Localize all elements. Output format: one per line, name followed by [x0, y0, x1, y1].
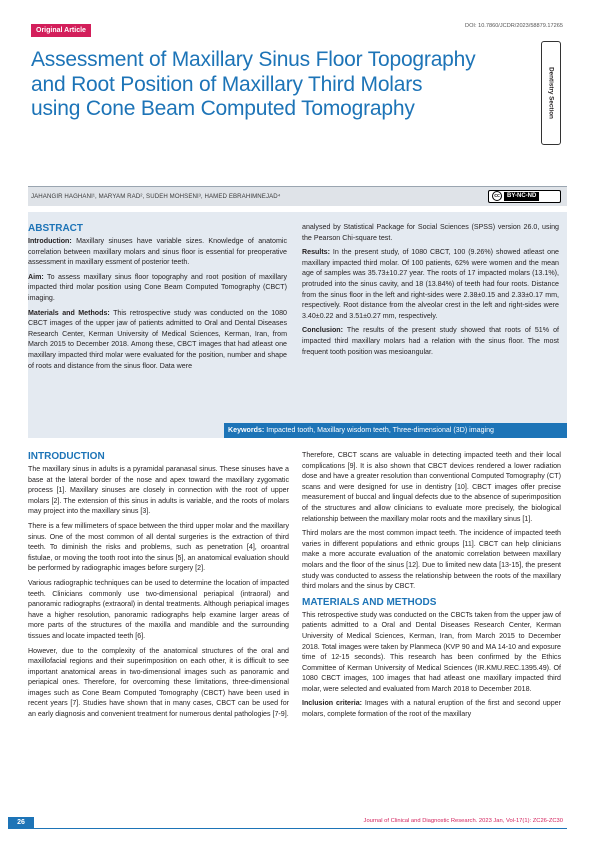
article-type-badge: Original Article — [31, 24, 91, 37]
abstract-methods — [28, 308, 287, 372]
conclusion-text: The results of the present study showed that roots of 51% of impacted third maxillary molars had a relation with the sinus floor. The most frequent tooth position was mesioangular. — [302, 326, 559, 356]
paragraph: However, due to the complexity of the anatomical structures of the oral and maxillofacial regions and their superimposition on each other, it is difficult to see important anatomical areas in two-dimensional images such as panoramic and periapical ones. Therefore, for overcoming these limitations, three-dimensional images such as Cone Beam Computed Tomography (CBCT) have been used in recent years [7]. Studies have shown that in many cases, CBCT can be used for an early diagnosis and convenient treatment for numerous dental pathologies [7-9]. — [28, 646, 289, 719]
intro-label: Introduction: — [28, 237, 72, 245]
abstract-right-column — [302, 222, 559, 361]
cc-icon: cc — [492, 191, 502, 201]
intro-text: Maxillary sinuses have variable sizes. Knowledge of anatomic correlation between maxillary molars and sinus floor is essential for preoperative assessment in maxillary essment of posterior teeth. — [28, 237, 287, 267]
methods-heading: MATERIALS AND METHODS — [302, 596, 437, 608]
methods-label: Materials and Methods: — [28, 308, 110, 317]
page-number: 26 — [8, 817, 34, 829]
abstract-left-column — [28, 222, 287, 375]
abstract-conclusion — [302, 325, 559, 357]
results-label: Results: — [302, 248, 330, 257]
license-text: BY-NC-ND — [504, 192, 539, 201]
keywords-text: Impacted tooth, Maxillary wisdom teeth, Three-dimensional (3D) imaging — [264, 426, 494, 434]
abstract-heading: ABSTRACT — [28, 223, 83, 234]
article-title: Assessment of Maxillary Sinus Floor Topography and Root Position of Maxillary Third Molars using Cone Beam Computed Tomography — [31, 48, 476, 120]
inclusion-text: Images with a natural eruption of the first and second upper molars, complete formation of the root of the maxillary — [302, 699, 561, 719]
introduction-heading: INTRODUCTION — [28, 451, 105, 462]
paragraph: Third molars are the most common impact teeth. The incidence of impacted teeth varies in different populations and ethnic groups [11]. CBCT can help clinicians make a more accurate evaluation of the anatomic correlation between maxillary molars and the floor of the sinus [12]. Due to limited new data [13-15], the present study was conducted to assess the relationship between the roots of the maxillary third molars and the sinus by CBCT. — [302, 529, 561, 591]
paragraph: There is a few millimeters of space between the third upper molar and the maxillary sinus. One of the most common of all dental surgeries is the extraction of third teeth. To diminish the risks and problems, such as penetration [4], oroantral fistulae, or moving the tooth root into the sinus [5], an anatomical evaluation should be performed by radiographic images before surgery [2]. — [28, 521, 290, 573]
license-badge[interactable] — [488, 190, 561, 203]
paragraph: Various radiographic techniques can be used to determine the location of impacted teeth. Clinicians commonly use two-dimensional periapical (intraoral) and panoramic radiographs (extraoral) in dental treatments. Although periapical images have a higher resolution, panoramic radiographs help examine larger areas of more parts of the structures of the maxilla and mandible and the surrounding tissues and locate impacted teeth [6]. — [28, 578, 289, 640]
abstract-aim — [28, 272, 287, 304]
body-left-column — [28, 450, 289, 724]
footer-rule — [34, 828, 567, 829]
abstract-introduction — [28, 236, 287, 268]
abstract-methods-continued: analysed by Statistical Package for Social Sciences (SPSS) version 26.0, using the Pearson Chi-square test. — [302, 223, 559, 242]
keywords-label: Keywords: — [228, 426, 265, 434]
methods-text: This retrospective study was conducted on the 1080 CBCT images of the upper jaw of patients admitted to Oral and Dental Diseases Research Center, Kerman University of Medical Sciences, Kerman, Iran, from March 2015 to December 2018. Among these, CBCT images that had atleast one maxillary impacted third molar were evaluated for the position, number and shape of roots and distance from the sinus floor. Data were — [28, 308, 287, 370]
results-text: In the present study, of 1080 CBCT, 100 (9.26%) showed atleast one maxillary impacted third molar. Of 100 patients, 62% were women and the mean age of samples was 35.73±10.27 year. The roots of 17 impacted molars (13.1%), protruded into the sinus cavity, and 18 (13.84%) of teeth had four roots. Distance from the sinus floor in the left and right-sides were 2.38±0.15 and 2.33±0.17 mm, respectively. Root distance from the alveolar crest in the left and right-sides were 3.40±0.22 and 3.51±0.27 mm, respectively. — [302, 248, 559, 320]
author-bar — [28, 186, 567, 206]
aim-label: Aim: — [28, 272, 44, 281]
abstract-results — [302, 247, 559, 321]
inclusion-label: Inclusion criteria: — [302, 699, 363, 708]
section-side-tab-label: Dentistry Section — [547, 67, 555, 119]
paragraph: The maxillary sinus in adults is a pyramidal paranasal sinus. These sinuses have a base at the lateral border of the nose and apex toward the maxillary zygomatic process [1]. Maxillary sinuses are closely in connection with the root of upper molars [2]. The extension of this sinus in adults is variable, and the roots of molars may project into the maxillary sinus [3]. — [28, 465, 289, 516]
inclusion-criteria — [302, 698, 561, 719]
author-list: JAHANGIR HAGHANI¹, MARYAM RAD², SUDEH MOHSENI³, HAMED EBRAHIMNEJAD⁴ — [31, 193, 281, 200]
paragraph: Therefore, CBCT scans are valuable in detecting impacted teeth and their local complications [9]. It is also shown that CBCT devices rendered a lower radiation dose and have a greater resolution than conventional Computed Tomography (CT) scans and were designed for use in dentistry [10]. CBCT images offer precise measurement of buccal and lingual defects due to the absence of superimposition of the structures and allow clinicians to evaluate more precisely, the biological relationship between the maxillary molar roots and the maxillary sinus [1]. — [302, 451, 561, 523]
body-right-column — [302, 450, 561, 724]
doi-label: DOI: 10.7860/JCDR/2023/58879.17265 — [465, 23, 563, 29]
journal-citation: Journal of Clinical and Diagnostic Research. 2023 Jan, Vol-17(1): ZC26-ZC30 — [363, 818, 563, 824]
keywords-bar — [224, 423, 567, 438]
aim-text: To assess maxillary sinus floor topography and root position of maxillary impacted third molar position using Cone Beam Computed Tomography (CBCT) imaging. — [28, 272, 287, 302]
conclusion-label: Conclusion: — [302, 326, 343, 335]
section-side-tab — [541, 41, 561, 145]
paragraph: This retrospective study was conducted on the CBCTs taken from the upper jaw of patients admitted to a Oral and Dental Diseases Research Center, Kerman University of Medical Sciences, Kerman, Iran, from March 2015 to December 2018. Total images were taken by Planmeca (KVP 90 and MA 14-10 and exposure time of 12-15 seconds). This research has been confirmed by the Ethics Committee of Kerman University of Medical Sciences (IR.KMU.REC.1395.49). Of 1080 CBCT images, 100 images that had atleast one maxillary impacted third molar, were selected and evaluated from March 2018 to December 2018. — [302, 610, 561, 693]
